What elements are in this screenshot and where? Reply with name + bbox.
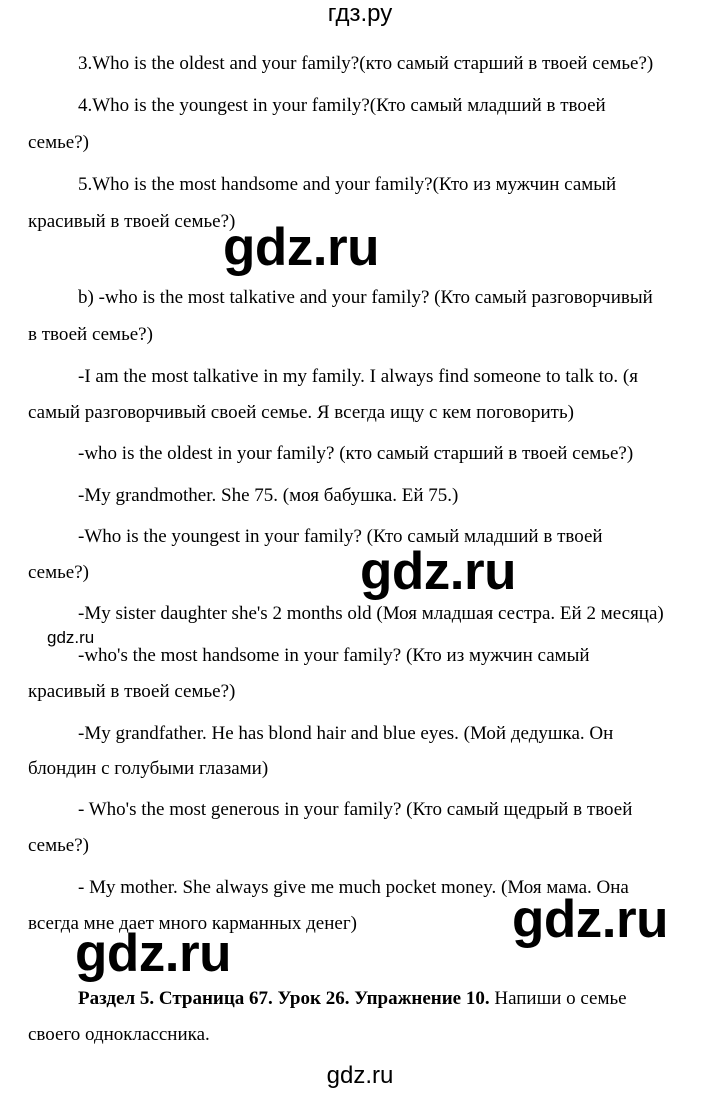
question-youngest-line-2: семье?) (28, 562, 89, 583)
site-footer: gdz.ru (326, 1062, 394, 1089)
question-handsome-line-1: -who's the most handsome in your family? (Кто из мужчин самый (78, 645, 590, 666)
question-youngest-line-1: -Who is the youngest in your family? (Кто самый младший в твоей (78, 526, 603, 547)
answer-youngest: -My sister daughter she's 2 months old (Моя младшая сестра. Ей 2 месяца) (78, 603, 664, 624)
watermark-4: gdz.ru (75, 924, 231, 983)
answer-generous-line-1: - My mother. She always give me much pocket money. (Моя мама. Она (78, 877, 629, 898)
answer-handsome-line-1: -My grandfather. He has blond hair and blue eyes. (Мой дедушка. Он (78, 723, 614, 744)
question-4-line-1: 4.Who is the youngest in your family?(Кто самый младший в твоей (78, 95, 606, 116)
question-handsome-line-2: красивый в твоей семье?) (28, 681, 236, 702)
task-heading-line-1 (78, 987, 627, 1011)
question-5-line-1: 5.Who is the most handsome and your family?(Кто из мужчин самый (78, 174, 617, 195)
task-heading-line-2: своего одноклассника. (28, 1024, 210, 1045)
question-generous-line-2: семье?) (28, 835, 89, 856)
question-4-line-2: семье?) (28, 132, 89, 153)
answer-talkative-line-2: самый разговорчивый своей семье. Я всегда ищу с кем поговорить) (28, 402, 574, 423)
question-3-line: 3.Who is the oldest and your family?(кто самый старший в твоей семье?) (78, 53, 654, 74)
watermark-2: gdz.ru (360, 542, 516, 601)
answer-generous-line-2: всегда мне дает много карманных денег) (28, 913, 357, 934)
watermark-1: gdz.ru (223, 218, 379, 277)
task-heading-bold: Раздел 5. Страница 67. Урок 26. Упражнение 10. (78, 988, 490, 1009)
watermark-small: gdz.ru (47, 628, 95, 647)
answer-talkative-line-1: -I am the most talkative in my family. I always find someone to talk to. (я (78, 366, 638, 387)
part-b-line-1: b) -who is the most talkative and your family? (Кто самый разговорчивый (78, 287, 653, 308)
site-header: гдз.ру (327, 0, 393, 27)
task-heading-rest: Напиши о семье (489, 988, 627, 1009)
answer-handsome-line-2: блондин с голубыми глазами) (28, 758, 269, 779)
answer-oldest: -My grandmother. She 75. (моя бабушка. Ей 75.) (78, 485, 459, 506)
part-b-line-2: в твоей семье?) (28, 324, 153, 345)
question-generous-line-1: - Who's the most generous in your family? (Кто самый щедрый в твоей (78, 799, 633, 820)
watermark-3: gdz.ru (512, 890, 668, 949)
question-5-line-2: красивый в твоей семье?) (28, 211, 236, 232)
question-oldest: -who is the oldest in your family? (кто самый старший в твоей семье?) (78, 443, 634, 464)
